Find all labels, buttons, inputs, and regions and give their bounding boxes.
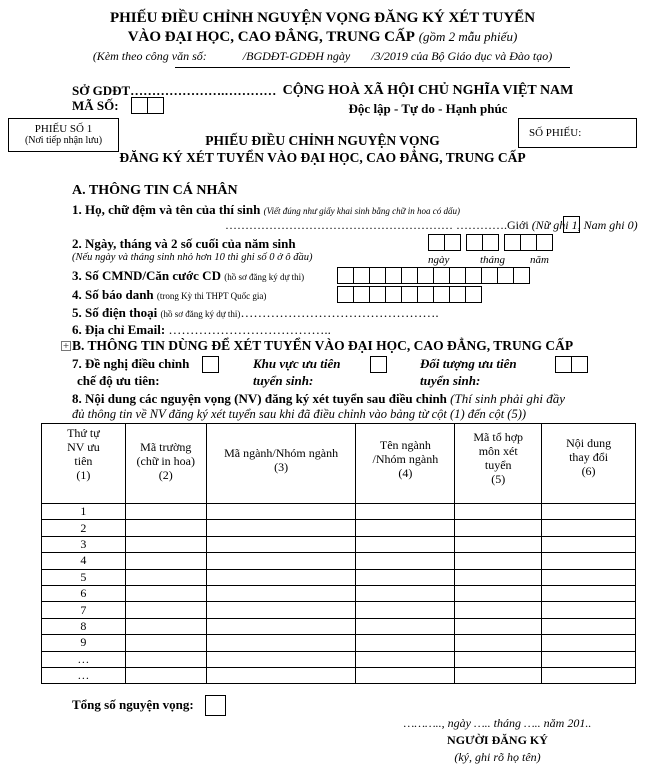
column-header-line: (5): [491, 472, 506, 486]
table-cell[interactable]: [455, 569, 542, 585]
table-cell[interactable]: [125, 569, 206, 585]
row-number: 9: [42, 635, 126, 651]
tong-so-label: Tổng số nguyện vọng:: [72, 697, 194, 712]
thang-label: tháng: [480, 254, 506, 266]
q7-label-line2: chế độ ưu tiên:: [77, 373, 160, 388]
row-number: …: [42, 651, 126, 667]
q7-kv-line2-text: tuyển sinh: [253, 373, 309, 388]
row-number: 6: [42, 585, 126, 601]
ma-so-label: MÃ SỐ:: [72, 98, 119, 113]
table-cell[interactable]: [356, 520, 455, 536]
column-header-line: (3): [274, 460, 289, 474]
row-number: 5: [42, 569, 126, 585]
column-header-line: (1): [76, 468, 91, 482]
column-header-line: Thứ tự: [67, 426, 100, 440]
column-header-line: (6): [581, 464, 596, 478]
column-header-line: tuyển: [484, 458, 512, 472]
table-cell[interactable]: [356, 635, 455, 651]
q7-kv-line2: tuyển sinh:: [253, 373, 314, 388]
table-cell[interactable]: [356, 667, 455, 683]
row-number: 7: [42, 602, 126, 618]
row-number: 4: [42, 553, 126, 569]
table-row: [42, 585, 636, 601]
table-row: [42, 504, 636, 520]
table-cell[interactable]: [125, 585, 206, 601]
q4-row: [72, 287, 266, 303]
table-cell[interactable]: [206, 618, 356, 634]
table-cell[interactable]: [356, 536, 455, 552]
document-title-note: (gồm 2 mẫu phiếu): [418, 29, 518, 44]
table-cell[interactable]: [455, 667, 542, 683]
nguyen-vong-table: [41, 423, 636, 684]
table-cell[interactable]: [206, 667, 356, 683]
q7-dt-line1: Đối tượng ưu tiên: [420, 356, 517, 371]
q5-note: (hồ sơ đăng ký dự thi): [160, 309, 241, 319]
q6-row[interactable]: [72, 322, 331, 338]
q1-label: 1. Họ, chữ đệm và tên của thí sinh: [72, 202, 261, 217]
birth-date-boxes[interactable]: [428, 234, 553, 251]
table-cell[interactable]: [356, 553, 455, 569]
q4-note: (trong Kỳ thi THPT Quốc gia): [156, 291, 267, 301]
column-header-5: [455, 424, 542, 504]
table-cell[interactable]: [455, 618, 542, 634]
column-header-line: /Nhóm ngành: [372, 452, 439, 466]
signer-label: NGƯỜI ĐĂNG KÝ: [447, 733, 548, 747]
q8-label: 8. Nội dung các nguyện vọng (NV) đăng ký xét tuyển sau điều chỉnh: [72, 391, 447, 406]
column-header-line: Tên ngành: [379, 438, 431, 452]
table-cell[interactable]: [542, 536, 636, 552]
q6-label: 6. Địa chỉ Email:: [72, 322, 166, 337]
table-cell[interactable]: [455, 651, 542, 667]
table-row: [42, 569, 636, 585]
table-cell[interactable]: [125, 520, 206, 536]
q5-label: 5. Số điện thoại: [72, 305, 158, 320]
header-divider: [175, 67, 570, 68]
q2-note: (Nếu ngày và tháng sinh nhỏ hơn 10 thì ghi số 0 ở ô đầu): [72, 252, 313, 263]
row-number: …: [42, 667, 126, 683]
sign-note: (ký, ghi rõ họ tên): [454, 750, 541, 764]
q1-gioi-note: (Nữ ghi 1, Nam ghi 0): [531, 218, 638, 232]
row-number: 1: [42, 504, 126, 520]
table-cell[interactable]: [356, 651, 455, 667]
q1-row: [72, 202, 460, 218]
q1-note: (Viết đúng như giấy khai sinh bằng chữ in hoa có dấu): [263, 206, 460, 216]
q3-row: [72, 268, 304, 284]
q7-dt-line2: tuyển sinh:: [420, 373, 481, 388]
cmnd-boxes[interactable]: [337, 267, 530, 284]
q1-dots: ………………………………………………… ………….: [225, 218, 507, 232]
column-header-line: NV ưu: [67, 440, 100, 454]
phieu-so-label: PHIẾU SỐ 1: [34, 123, 93, 135]
khu-vuc-box[interactable]: [370, 356, 387, 373]
table-cell[interactable]: [206, 553, 356, 569]
table-cell[interactable]: [542, 569, 636, 585]
table-cell[interactable]: [125, 635, 206, 651]
q2-label: 2. Ngày, tháng và 2 số cuối của năm sinh: [72, 236, 296, 251]
q7-label-line1: 7. Đề nghị điều chỉnh: [72, 356, 190, 371]
table-row: [42, 651, 636, 667]
table-cell[interactable]: [455, 536, 542, 552]
table-cell[interactable]: [542, 504, 636, 520]
table-cell[interactable]: [542, 520, 636, 536]
table-row: [42, 618, 636, 634]
document-subtitle: (Kèm theo công văn số: /BGDĐT-GDĐH ngày /3/2019 của Bộ Giáo dục và Đào tạo): [92, 49, 553, 63]
column-header-line: tiên: [74, 454, 93, 468]
date-line: ……….., ngày ….. tháng ….. năm 201..: [403, 716, 592, 730]
row-number: 3: [42, 536, 126, 552]
table-cell[interactable]: [542, 651, 636, 667]
section-b-heading: B. THÔNG TIN DÙNG ĐỂ XÉT TUYỂN VÀO ĐẠI HỌC, CAO ĐẲNG, TRUNG CẤP: [72, 338, 574, 353]
row-number: 2: [42, 520, 126, 536]
ma-so-boxes[interactable]: [131, 97, 164, 114]
table-cell[interactable]: [542, 585, 636, 601]
section-a-heading: A. THÔNG TIN CÁ NHÂN: [72, 183, 238, 198]
table-cell[interactable]: [125, 651, 206, 667]
national-motto: Độc lập - Tự do - Hạnh phúc: [348, 101, 508, 116]
table-cell[interactable]: [125, 536, 206, 552]
tong-so-box[interactable]: [205, 695, 226, 716]
q8-row: [72, 391, 565, 407]
so-phieu-label: SỐ PHIẾU:: [529, 127, 582, 139]
table-cell[interactable]: [206, 504, 356, 520]
column-header-line: Nội dung: [566, 436, 612, 450]
document-title-line2-text: VÀO ĐẠI HỌC, CAO ĐẲNG, TRUNG CẤP: [127, 29, 415, 45]
q5-row[interactable]: [72, 305, 439, 321]
table-row: [42, 635, 636, 651]
table-row: [42, 667, 636, 683]
table-row: [42, 602, 636, 618]
nam-label: năm: [530, 254, 549, 266]
table-cell[interactable]: [125, 602, 206, 618]
q6-dots: ………………………………..: [168, 322, 331, 337]
country-name: CỘNG HOÀ XÃ HỘI CHỦ NGHĨA VIỆT NAM: [282, 83, 574, 98]
column-header-line: Mã tổ hợp: [473, 430, 524, 444]
table-cell[interactable]: [455, 585, 542, 601]
so-bao-danh-boxes[interactable]: [337, 286, 482, 303]
table-cell[interactable]: [125, 618, 206, 634]
row-number: 8: [42, 618, 126, 634]
ngay-label: ngày: [428, 254, 450, 266]
q7-kv-line1: Khu vực ưu tiên: [253, 356, 341, 371]
table-cell[interactable]: [542, 618, 636, 634]
column-header-line: thay đổi: [569, 450, 609, 464]
column-header-3: [206, 424, 356, 504]
q4-label: 4. Số báo danh: [72, 287, 154, 302]
table-cell[interactable]: [206, 585, 356, 601]
q1-gioi-label: Giới: [507, 218, 529, 232]
column-header-line: Mã ngành/Nhóm ngành: [224, 446, 339, 460]
q8-note-line1: (Thí sinh phải ghi đầy: [450, 391, 565, 406]
table-cell[interactable]: [206, 602, 356, 618]
table-cell[interactable]: [206, 569, 356, 585]
column-header-2: [125, 424, 206, 504]
table-cell[interactable]: [206, 635, 356, 651]
table-cell[interactable]: [455, 553, 542, 569]
column-header-1: [42, 424, 126, 504]
document-title-line1: PHIẾU ĐIỀU CHỈNH NGUYỆN VỌNG ĐĂNG KÝ XÉT TUYỂN: [109, 10, 536, 26]
table-cell[interactable]: [542, 553, 636, 569]
q7-dt-line2-text: tuyển sinh: [420, 373, 476, 388]
document-title-line2: [0, 29, 645, 46]
table-row: [42, 520, 636, 536]
column-header-line: (2): [158, 468, 173, 482]
table-cell[interactable]: [206, 520, 356, 536]
table-cell[interactable]: [356, 569, 455, 585]
table-cell[interactable]: [125, 667, 206, 683]
table-row: [42, 553, 636, 569]
table-cell[interactable]: [542, 667, 636, 683]
table-cell[interactable]: [455, 520, 542, 536]
table-cell[interactable]: [356, 602, 455, 618]
table-cell[interactable]: [356, 585, 455, 601]
q3-label: 3. Số CMND/Căn cước CD: [72, 268, 221, 283]
table-cell[interactable]: [356, 504, 455, 520]
column-header-6: [542, 424, 636, 504]
doi-tuong-boxes[interactable]: [555, 356, 588, 373]
table-cell[interactable]: [125, 553, 206, 569]
q5-dots: ……………………………………….: [240, 305, 439, 320]
table-cell[interactable]: [455, 504, 542, 520]
column-header-line: (chữ in hoa): [136, 454, 195, 468]
table-cell[interactable]: [125, 504, 206, 520]
column-header-line: môn xét: [478, 444, 518, 458]
q7-che-do-box[interactable]: [202, 356, 219, 373]
q3-note: (hồ sơ đăng ký dự thi): [224, 272, 305, 282]
table-cell[interactable]: [542, 602, 636, 618]
q8-note-line2: đủ thông tin về NV đăng ký xét tuyển sau khi đã điều chỉnh vào bảng từ cột (1) đến cột (5)): [72, 407, 527, 421]
table-cell[interactable]: [542, 635, 636, 651]
gioi-box[interactable]: [563, 216, 580, 233]
column-header-line: Mã trường: [140, 440, 192, 454]
form-title-line1: PHIẾU ĐIỀU CHỈNH NGUYỆN VỌNG: [205, 133, 440, 148]
expand-icon[interactable]: +: [62, 341, 70, 350]
column-header-line: (4): [398, 466, 413, 480]
table-cell[interactable]: [206, 651, 356, 667]
so-gddt-label: SỞ GDĐT………………….…………: [72, 83, 277, 98]
table-cell[interactable]: [455, 602, 542, 618]
table-cell[interactable]: [455, 635, 542, 651]
form-title-line2: ĐĂNG KÝ XÉT TUYỂN VÀO ĐẠI HỌC, CAO ĐẲNG, TRUNG CẤP: [119, 150, 526, 165]
table-cell[interactable]: [206, 536, 356, 552]
phieu-so-note: (Nơi tiếp nhận lưu): [24, 135, 103, 146]
column-header-4: [356, 424, 455, 504]
table-cell[interactable]: [356, 618, 455, 634]
table-row: [42, 536, 636, 552]
